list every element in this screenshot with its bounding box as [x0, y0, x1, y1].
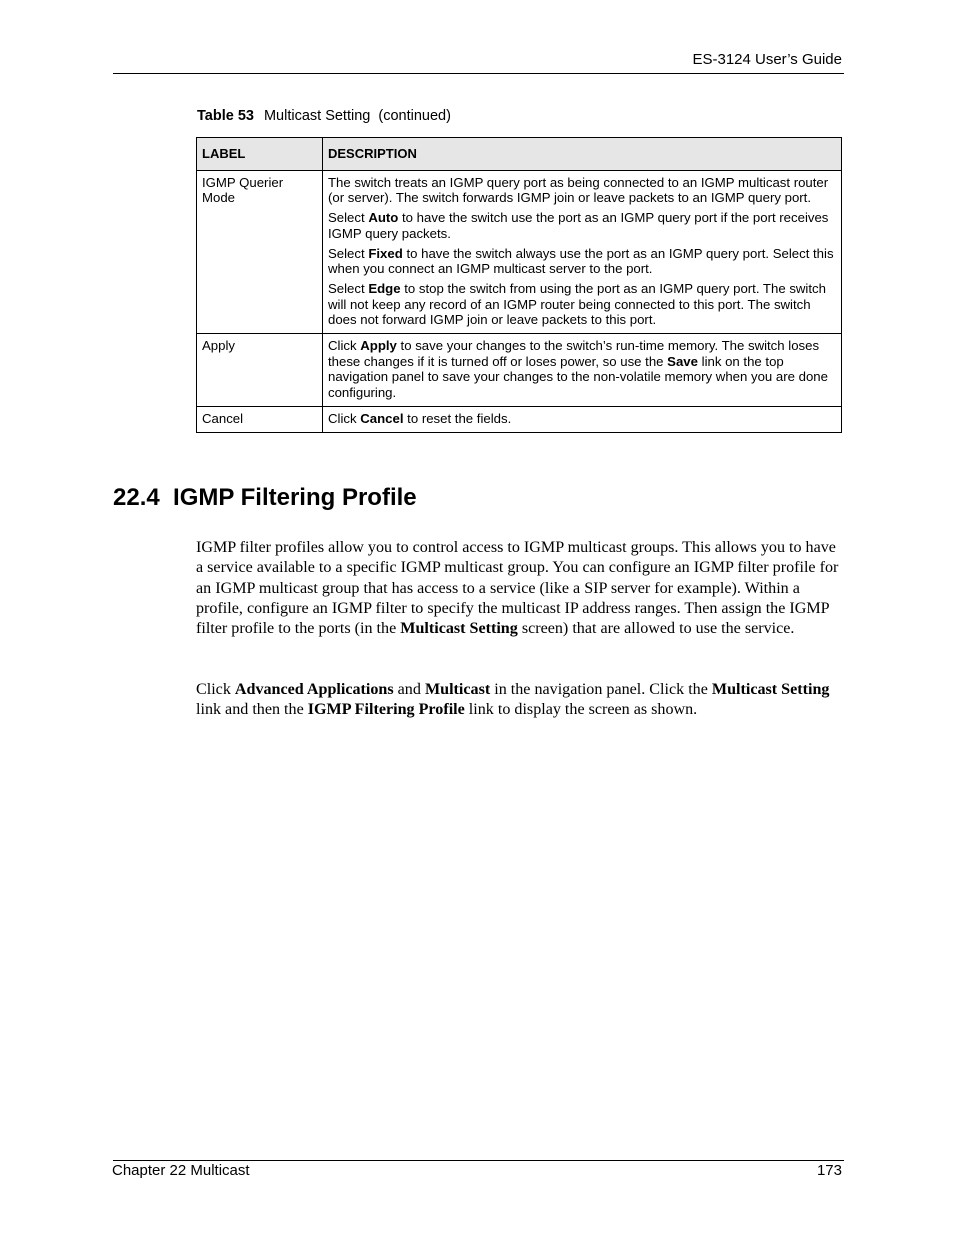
row-description: [323, 170, 842, 333]
section-heading: 22.4 IGMP Filtering Profile: [113, 484, 417, 511]
intro-paragraph: IGMP filter profiles allow you to control access to IGMP multicast groups. This allows you to have a service available to a specific IGMP multicast group. You can configure an IGMP filter profile for an IGMP multicast group that has access to a service (like a SIP server for example). Within a profile, configure an IGMP filter to specify the multicast IP address ranges. Then assign the IGMP filter profile to the ports (in the Multicast Setting screen) that are allowed to use the service.: [196, 539, 839, 638]
bold-term: Multicast Setting: [400, 620, 518, 638]
header-divider: [113, 73, 844, 74]
footer-divider: [113, 1160, 844, 1161]
table-number: Table 53: [197, 108, 254, 124]
row-label: Apply: [197, 334, 323, 407]
bold-term: Apply: [360, 338, 397, 354]
navigation-paragraph: Click Advanced Applications and Multicast in the navigation panel. Click the Multicast Setting link and then the IGMP Filtering Profile link to display the screen as shown.: [196, 681, 830, 719]
description-paragraph: Click Apply to save your changes to the switch’s run-time memory. The switch loses these changes if it is turned off or loses power, so use the Save link on the top navigation panel to save your changes to the non-volatile memory when you are done configuring.: [328, 338, 828, 401]
bold-term: Fixed: [368, 245, 403, 261]
page-number: 173: [816, 1162, 842, 1179]
table-header-row: [197, 138, 842, 171]
column-header-description: DESCRIPTION: [323, 138, 842, 171]
bold-term: Save: [667, 353, 698, 369]
table-row: [197, 406, 842, 432]
running-header-title: ES-3124 User’s Guide: [692, 51, 842, 68]
bold-term: Advanced Applications: [234, 681, 394, 698]
row-label: IGMP Querier Mode: [197, 170, 323, 333]
table-body: [197, 170, 842, 432]
bold-term: Cancel: [360, 410, 404, 426]
description-paragraph: Select Edge to stop the switch from using the port as an IGMP query port. The switch will not keep any record of an IGMP router being connected to this port. The switch does not forward IGMP join or leave packets to this port.: [328, 280, 826, 328]
bold-term: Multicast: [424, 681, 491, 698]
description-paragraph: Click Cancel to reset the fields.: [328, 410, 512, 426]
table-row: [197, 334, 842, 407]
table-title: Multicast Setting (continued): [263, 108, 451, 124]
description-paragraph: Select Fixed to have the switch always use the port as an IGMP query port. Select this when you connect an IGMP multicast server to the port.: [328, 245, 834, 277]
multicast-setting-table: [196, 137, 842, 433]
bold-term: Edge: [368, 280, 401, 296]
row-description: [323, 406, 842, 432]
column-header-label: LABEL: [197, 138, 323, 171]
bold-term: Auto: [368, 210, 399, 226]
table-caption: [197, 108, 451, 124]
row-description: [323, 334, 842, 407]
table-row: [197, 170, 842, 333]
description-paragraph: Select Auto to have the switch use the port as an IGMP query port if the port receives IGMP query packets.: [328, 210, 829, 241]
row-label: Cancel: [197, 406, 323, 432]
bold-term: Multicast Setting: [711, 681, 830, 698]
description-paragraph: The switch treats an IGMP query port as being connected to an IGMP multicast router (or server). The switch forwards IGMP join or leave packets to an IGMP query port.: [328, 174, 829, 206]
footer-chapter: Chapter 22 Multicast: [112, 1162, 250, 1179]
bold-term: IGMP Filtering Profile: [307, 701, 465, 719]
